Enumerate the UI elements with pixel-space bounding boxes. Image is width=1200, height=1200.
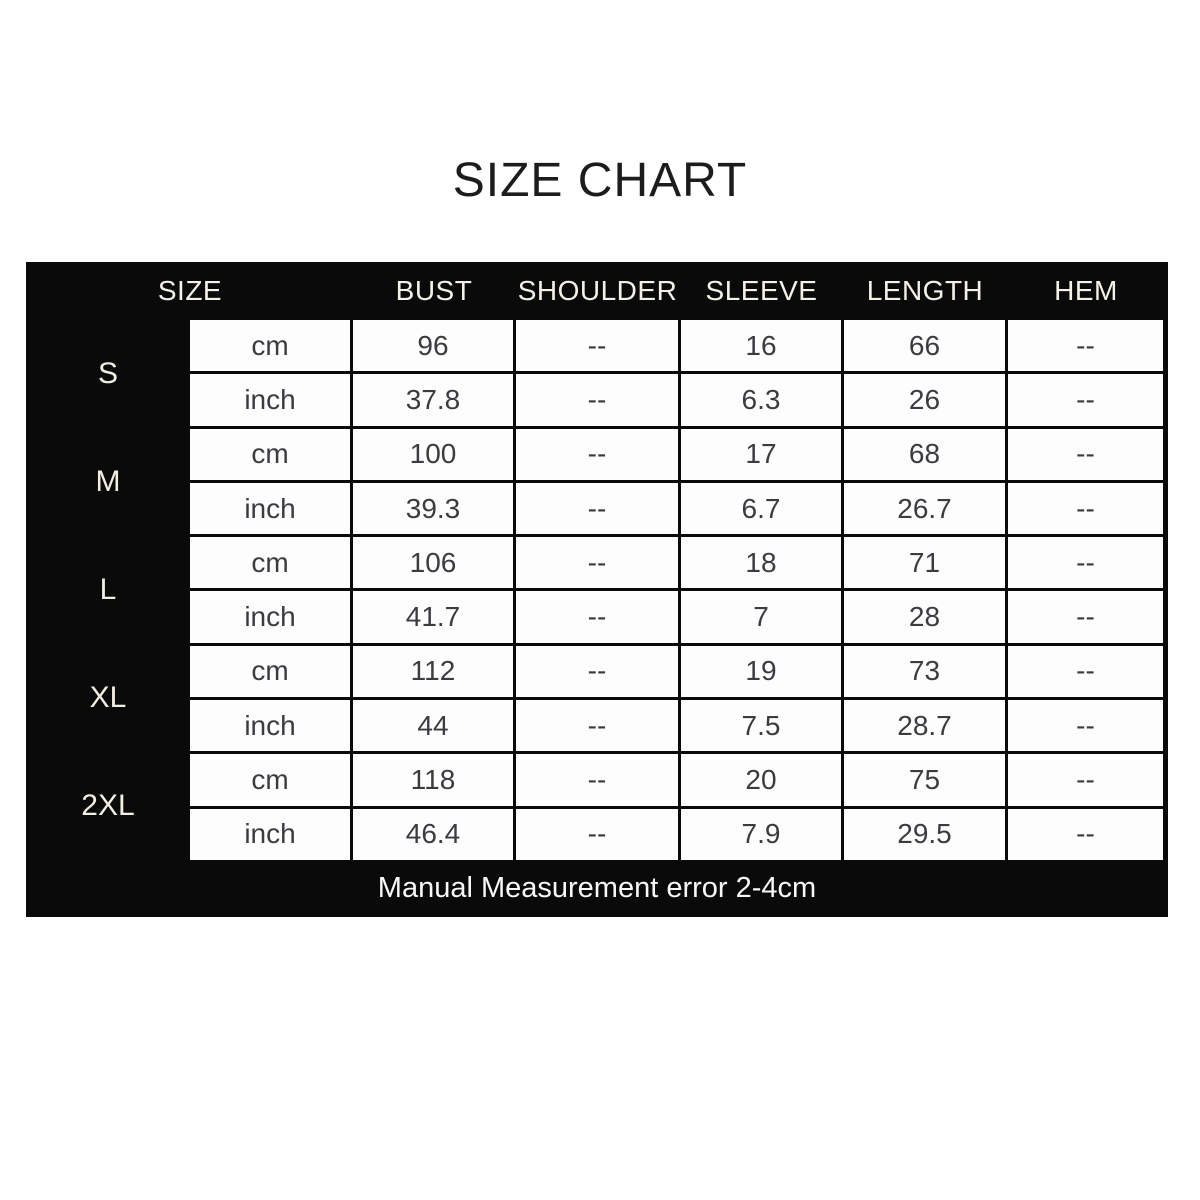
- cell-s-cm-shoulder: --: [516, 320, 678, 371]
- cell-m-inch-shoulder: --: [516, 483, 678, 534]
- cell-m-inch-hem: --: [1008, 483, 1163, 534]
- cell-l-inch-bust: 41.7: [353, 591, 513, 642]
- cell-m-cm-shoulder: --: [516, 429, 678, 480]
- cell-2xl-cm-length: 75: [844, 754, 1005, 805]
- unit-label-l-cm: cm: [190, 537, 350, 588]
- cell-2xl-inch-hem: --: [1008, 809, 1163, 860]
- unit-label-2xl-inch: inch: [190, 809, 350, 860]
- cell-m-cm-sleeve: 17: [681, 429, 841, 480]
- cell-2xl-cm-bust: 118: [353, 754, 513, 805]
- size-label-s: S: [97, 357, 118, 390]
- cell-2xl-inch-shoulder: --: [516, 809, 678, 860]
- cell-s-cm-bust: 96: [353, 320, 513, 371]
- cell-s-inch-hem: --: [1008, 374, 1163, 425]
- cell-l-cm-sleeve: 18: [681, 537, 841, 588]
- cell-s-inch-shoulder: --: [516, 374, 678, 425]
- cell-m-cm-hem: --: [1008, 429, 1163, 480]
- cell-s-cm-hem: --: [1008, 320, 1163, 371]
- cell-l-inch-length: 28: [844, 591, 1005, 642]
- cell-xl-cm-hem: --: [1008, 646, 1163, 697]
- size-label-l: L: [99, 573, 117, 606]
- cell-m-cm-length: 68: [844, 429, 1005, 480]
- cell-xl-inch-length: 28.7: [844, 700, 1005, 751]
- unit-label-m-inch: inch: [190, 483, 350, 534]
- cell-m-inch-bust: 39.3: [353, 483, 513, 534]
- cell-s-inch-sleeve: 6.3: [681, 374, 841, 425]
- size-label-2xl: 2XL: [81, 789, 135, 822]
- cell-l-cm-hem: --: [1008, 537, 1163, 588]
- column-header-hem: HEM: [1054, 275, 1118, 306]
- size-chart-table: [190, 320, 1165, 860]
- column-header-sleeve: SLEEVE: [705, 275, 818, 306]
- unit-label-s-cm: cm: [190, 320, 350, 371]
- cell-l-inch-hem: --: [1008, 591, 1163, 642]
- unit-label-xl-cm: cm: [190, 646, 350, 697]
- cell-2xl-inch-length: 29.5: [844, 809, 1005, 860]
- cell-l-cm-bust: 106: [353, 537, 513, 588]
- cell-s-inch-bust: 37.8: [353, 374, 513, 425]
- measurement-note: Manual Measurement error 2-4cm: [377, 872, 817, 904]
- cell-2xl-inch-bust: 46.4: [353, 809, 513, 860]
- cell-l-cm-shoulder: --: [516, 537, 678, 588]
- page-title: SIZE CHART: [452, 154, 748, 207]
- cell-xl-cm-sleeve: 19: [681, 646, 841, 697]
- cell-m-inch-sleeve: 6.7: [681, 483, 841, 534]
- cell-m-inch-length: 26.7: [844, 483, 1005, 534]
- cell-xl-cm-bust: 112: [353, 646, 513, 697]
- cell-2xl-inch-sleeve: 7.9: [681, 809, 841, 860]
- unit-label-2xl-cm: cm: [190, 754, 350, 805]
- cell-l-inch-sleeve: 7: [681, 591, 841, 642]
- size-column: [26, 320, 190, 860]
- cell-xl-inch-hem: --: [1008, 700, 1163, 751]
- cell-xl-inch-bust: 44: [353, 700, 513, 751]
- column-header-bust: BUST: [395, 275, 473, 306]
- unit-label-l-inch: inch: [190, 591, 350, 642]
- cell-2xl-cm-shoulder: --: [516, 754, 678, 805]
- column-header-shoulder: SHOULDER: [517, 275, 678, 306]
- size-label-xl: XL: [89, 681, 127, 714]
- unit-label-m-cm: cm: [190, 429, 350, 480]
- cell-s-cm-sleeve: 16: [681, 320, 841, 371]
- cell-l-inch-shoulder: --: [516, 591, 678, 642]
- unit-label-xl-inch: inch: [190, 700, 350, 751]
- column-header-length: LENGTH: [866, 275, 984, 306]
- size-label-m: M: [95, 465, 121, 498]
- cell-xl-inch-shoulder: --: [516, 700, 678, 751]
- cell-m-cm-bust: 100: [353, 429, 513, 480]
- cell-xl-cm-length: 73: [844, 646, 1005, 697]
- column-header-size: SIZE: [157, 275, 223, 306]
- cell-xl-inch-sleeve: 7.5: [681, 700, 841, 751]
- cell-s-inch-length: 26: [844, 374, 1005, 425]
- size-chart-panel: [26, 262, 1168, 917]
- cell-2xl-cm-sleeve: 20: [681, 754, 841, 805]
- cell-xl-cm-shoulder: --: [516, 646, 678, 697]
- cell-2xl-cm-hem: --: [1008, 754, 1163, 805]
- cell-s-cm-length: 66: [844, 320, 1005, 371]
- unit-label-s-inch: inch: [190, 374, 350, 425]
- cell-l-cm-length: 71: [844, 537, 1005, 588]
